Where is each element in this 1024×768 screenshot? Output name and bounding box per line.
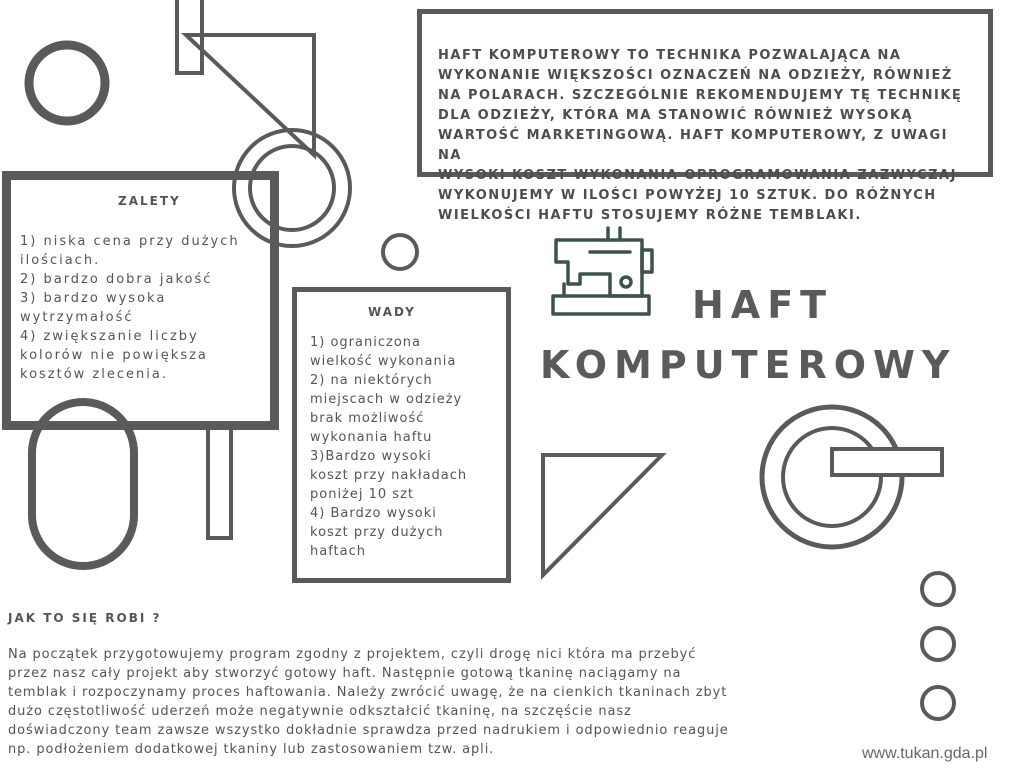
sewing-machine-icon <box>550 222 658 322</box>
triangle-top <box>186 35 314 155</box>
wady-title: WADY <box>368 305 416 319</box>
ring-right-small-2 <box>922 628 954 660</box>
how-text: Na początek przygotowujemy program zgodny z projektem, czyli drogę nici która ma przebyć przez nasz cały projekt aby stworzyć gotowy haft. Następnie gotową tkaninę naciągamy na temblak i rozpoczynamy proces haftowania. Należy zwrócić uwagę, że na cienkich tkaninach zbyt dużo częstotliwość uderzeń może negatywnie odkształcić tkaninę, na szczęście nasz doświadczony team zawsze wszystko dokładnie sprawdza przed nadrukiem i odpowiednio reaguje np. podłożeniem dodatkowej tkaniny lub zastosowaniem tzw. apli. <box>8 647 729 757</box>
bar-middle <box>208 425 231 538</box>
how-title: JAK TO SIĘ ROBI ? <box>8 611 162 625</box>
ring-top-left <box>29 45 105 121</box>
zalety-title: ZALETY <box>118 194 181 208</box>
main-title-line-1: HAFT <box>692 283 834 327</box>
zalety-text: 1) niska cena przy dużych ilościach. 2) bardzo dobra jakość 3) bardzo wysoka wytrzymałość 4) zwiększanie liczby kolorów nie powiększa kosztów zlecenia. <box>20 234 240 382</box>
intro-box <box>417 9 993 223</box>
footer-url[interactable]: www.tukan.gda.pl <box>862 745 988 762</box>
ring-right-small-3 <box>922 687 954 719</box>
bar-right <box>832 449 942 475</box>
intro-text: HAFT KOMPUTEROWY TO TECHNIKA POZWALAJĄCA NA WYKONANIE WIĘKSZOŚCI OZNACZEŃ NA ODZIEŻY, RÓWNIEŻ NA POLARACH. SZCZEGÓLNIE REKOMENDUJEMY TĘ TECHNIKĘ DLA ODZIEŻY, KTÓRA MA STANOWIĆ RÓWNIEŻ WYSOKĄ WARTOŚĆ MARKETINGOWĄ. HAFT KOMPUTEROWY, Z UWAGI NA WYSOKI KOSZT WYKONANIA OPROGRAMOWANIA ZAZWYCZAJ WYKONUJEMY W ILOŚCI POWYŻEJ 10 SZTUK. DO RÓŻNYCH WIELKOŚCI HAFTU STOSUJEMY RÓŻNE TEMBLAKI. <box>438 48 963 223</box>
ring-right-small-1 <box>922 573 954 605</box>
triangle-bottom <box>543 455 662 575</box>
main-title-line-2: KOMPUTEROWY <box>540 343 957 387</box>
ring-small <box>383 235 417 269</box>
wady-text: 1) ograniczona wielkość wykonania 2) na niektórych miejscach w odzieży brak możliwość wykonania haftu 3)Bardzo wysoki koszt przy nakładach poniżej 10 szt 4) Bardzo wysoki koszt przy dużych haftach <box>310 335 468 559</box>
